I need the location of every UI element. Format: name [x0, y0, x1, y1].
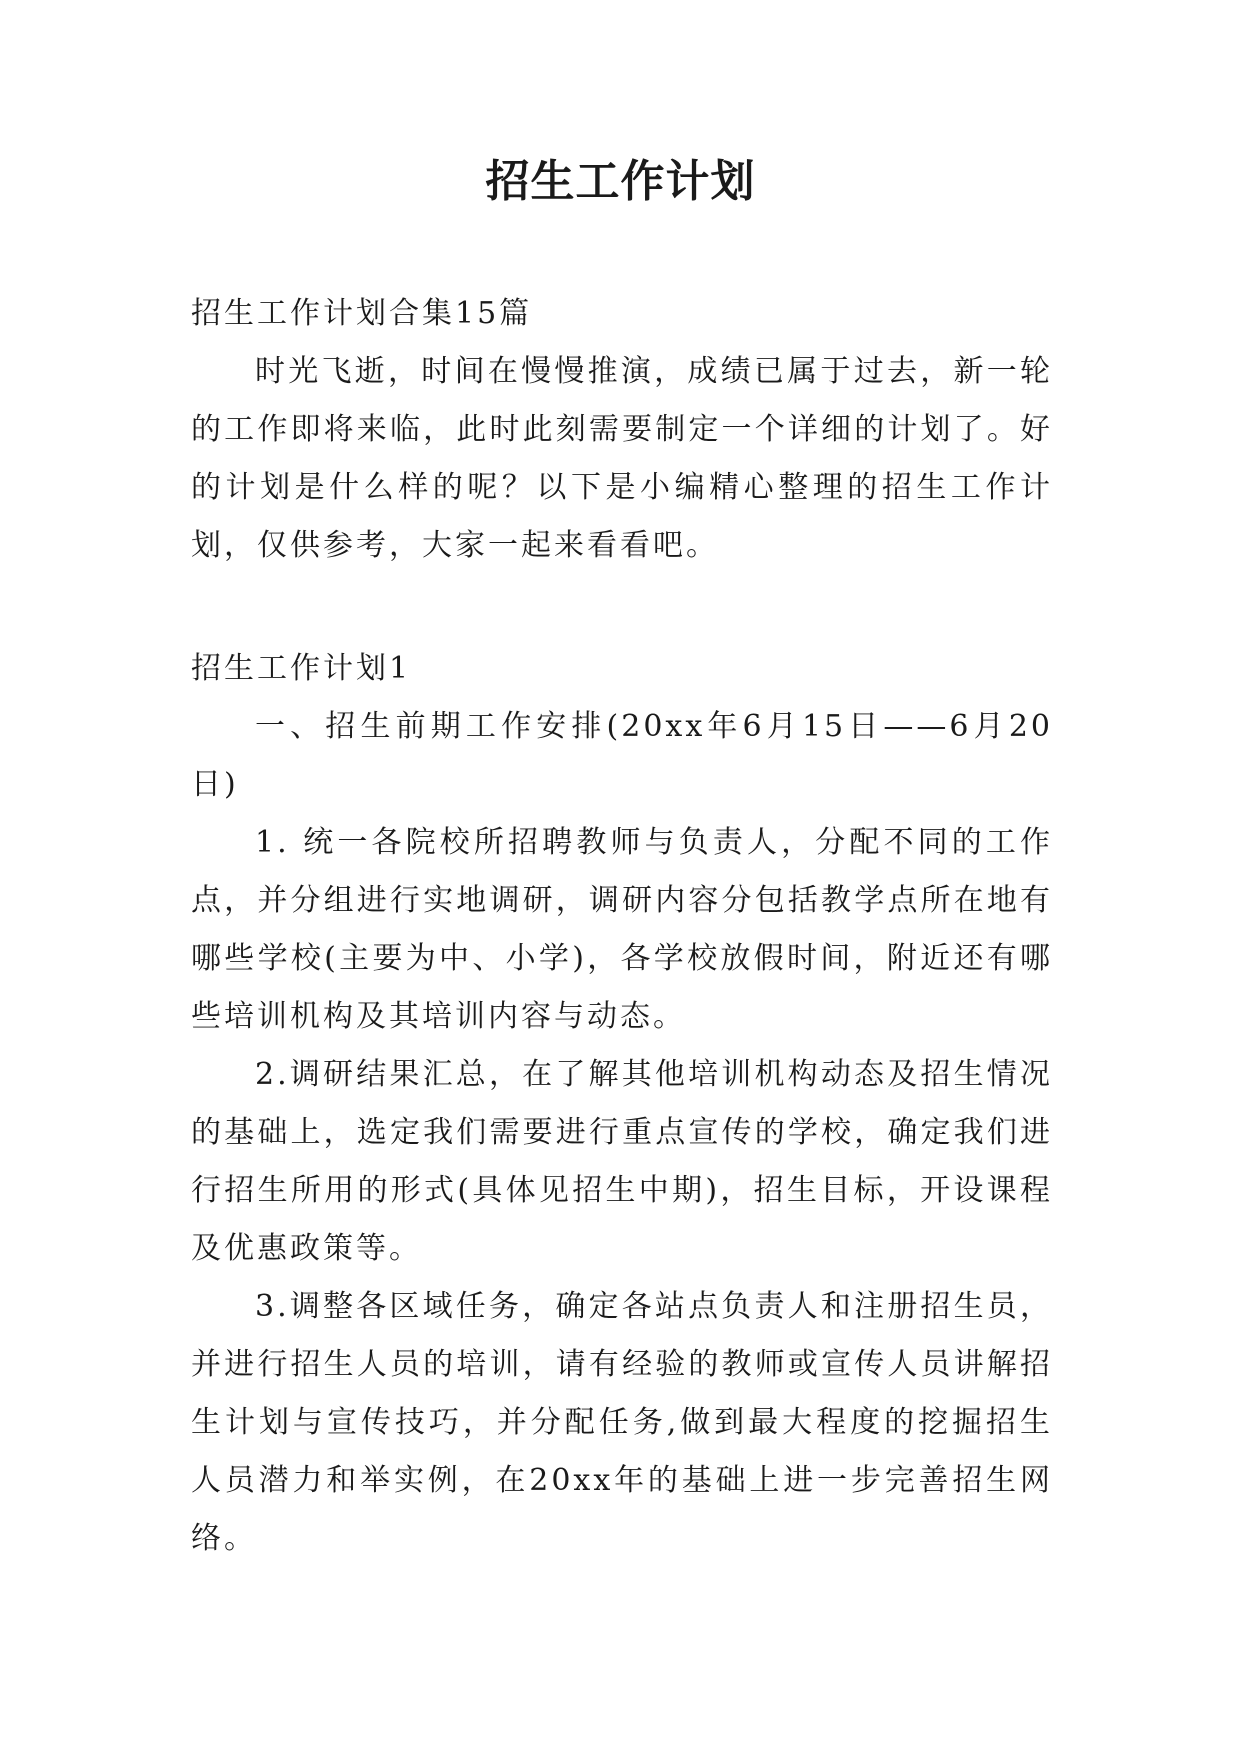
intro-paragraph: 时光飞逝，时间在慢慢推演，成绩已属于过去，新一轮的工作即将来临，此时此刻需要制定一个详细的计划了。好的计划是什么样的呢？以下是小编精心整理的招生工作计划，仅供参考，大家一起来看看吧。 — [191, 354, 1053, 563]
intro-block — [191, 285, 1053, 575]
list-item-1: 1. 统一各院校所招聘教师与负责人，分配不同的工作点，并分组进行实地调研，调研内容分包括教学点所在地有哪些学校(主要为中、小学)，各学校放假时间，附近还有哪些培训机构及其培训内容与动态。 — [191, 825, 1053, 1034]
section-heading: 招生工作计划1 — [191, 651, 412, 686]
list-item-2: 2.调研结果汇总，在了解其他培训机构动态及招生情况的基础上，选定我们需要进行重点宣传的学校，确定我们进行招生所用的形式(具体见招生中期)，招生目标，开设课程及优惠政策等。 — [191, 1057, 1053, 1266]
collection-heading: 招生工作计划合集15篇 — [191, 296, 533, 331]
document-title: 招生工作计划 — [485, 156, 756, 207]
section-subheading: 一、招生前期工作安排(20xx年6月15日——6月20日) — [191, 709, 1053, 802]
section-1 — [191, 640, 1053, 1568]
list-item-3: 3.调整各区域任务，确定各站点负责人和注册招生员，并进行招生人员的培训，请有经验的教师或宣传人员讲解招生计划与宣传技巧，并分配任务,做到最大程度的挖掘招生人员潜力和举实例，在20xx年的基础上进一步完善招生网络。 — [191, 1289, 1053, 1556]
